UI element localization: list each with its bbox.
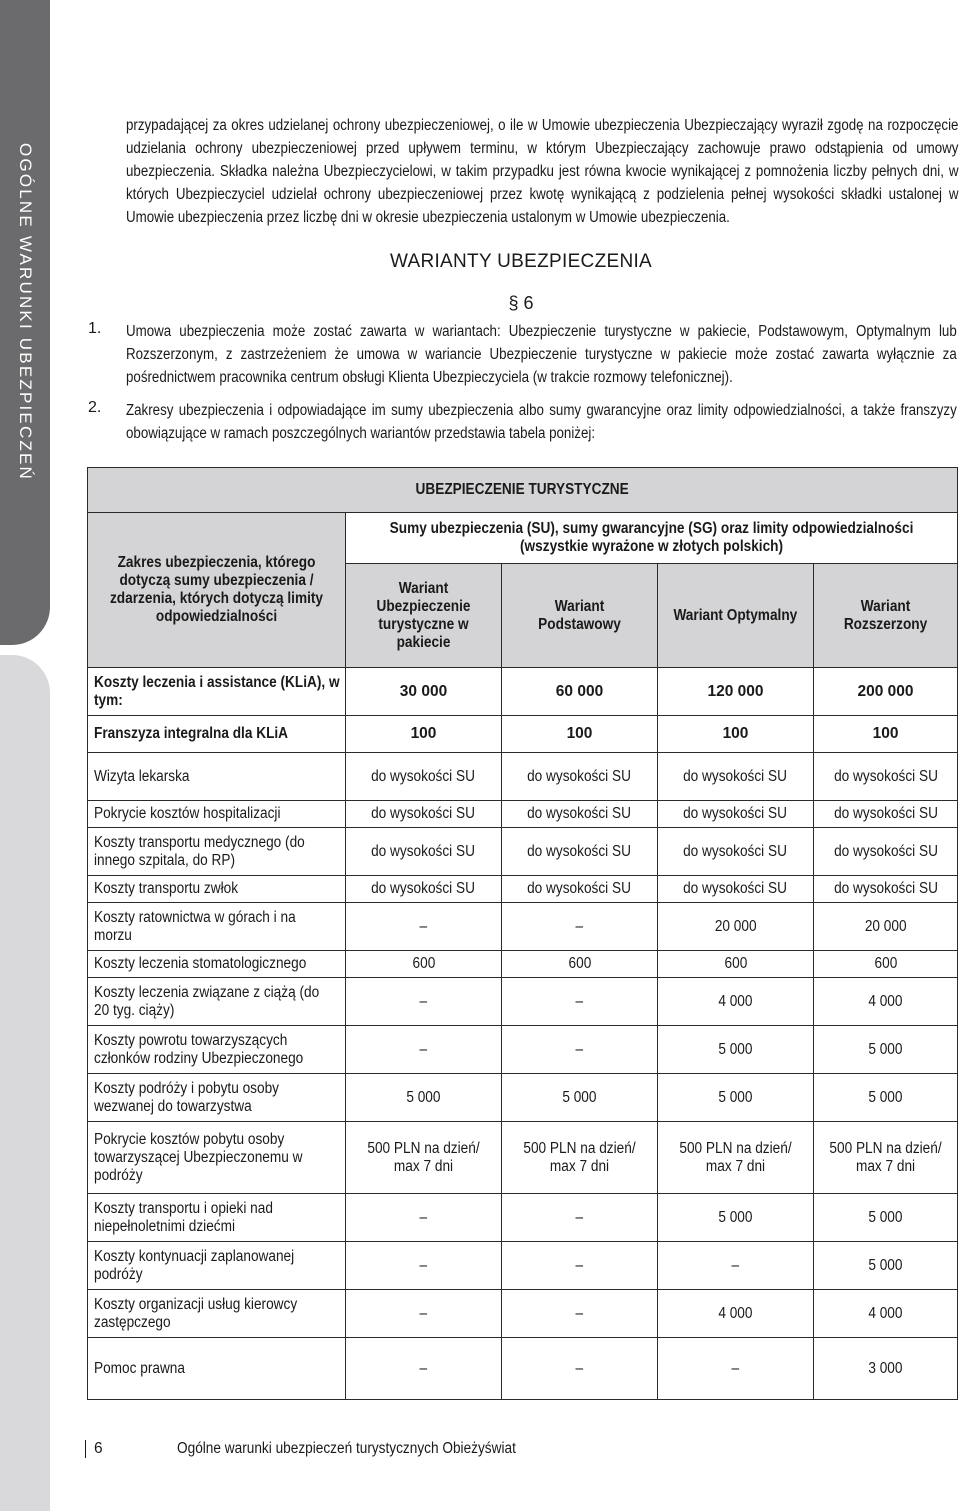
coverage-value: do wysokości SU	[502, 801, 658, 828]
coverage-value: 20 000	[814, 903, 958, 951]
franchise-label: Franszyza integralna dla KLiA	[88, 716, 346, 753]
coverage-value: –	[346, 978, 502, 1026]
table-title: UBEZPIECZENIE TURYSTYCZNE	[88, 468, 958, 513]
coverage-value: do wysokości SU	[346, 753, 502, 801]
coverage-value: do wysokości SU	[502, 753, 658, 801]
coverage-value: do wysokości SU	[658, 801, 814, 828]
coverage-value: –	[658, 1338, 814, 1400]
coverage-value: –	[346, 1194, 502, 1242]
coverage-value: –	[502, 1194, 658, 1242]
section-heading: WARIANTY UBEZPIECZENIA	[389, 251, 653, 272]
coverage-value: do wysokości SU	[346, 801, 502, 828]
list-item	[84, 320, 958, 389]
coverage-value: 4 000	[814, 1290, 958, 1338]
list-item-text: Umowa ubezpieczenia może zostać zawarta w wariantach: Ubezpieczenie turystyczne w pakiecie, Podstawowym, Optymalnym lub Rozszerzonym, z zastrzeżeniem że umowa w wariancie Ubezpieczenie turystyczne w pakiecie może zostać zawarta wyłącznie za pośrednictwem pracownika centrum obsługi Klienta Ubezpieczyciela (w trakcie rozmowy telefonicznej).	[126, 323, 957, 386]
table-row	[88, 951, 958, 978]
coverage-value: 20 000	[658, 903, 814, 951]
variant-header: Wariant Optymalny	[658, 564, 814, 668]
coverage-label: Pokrycie kosztów pobytu osoby towarzyszącej Ubezpieczonemu w podróży	[88, 1122, 346, 1194]
coverage-label: Koszty transportu medycznego (do innego szpitala, do RP)	[88, 828, 346, 876]
table-row	[88, 1074, 958, 1122]
coverage-value: –	[346, 1026, 502, 1074]
sums-header: Sumy ubezpieczenia (SU), sumy gwarancyjne (SG) oraz limity odpowiedzialności (wszystkie wyrażone w złotych polskich)	[346, 513, 958, 564]
coverage-value: 5 000	[658, 1194, 814, 1242]
table-row	[88, 801, 958, 828]
document-body	[84, 114, 958, 445]
coverage-value: do wysokości SU	[814, 801, 958, 828]
coverage-label: Wizyta lekarska	[88, 753, 346, 801]
variant-header: Wariant Podstawowy	[502, 564, 658, 668]
coverage-value: 5 000	[658, 1074, 814, 1122]
table-row	[88, 876, 958, 903]
coverage-value: 600	[658, 951, 814, 978]
coverage-value: do wysokości SU	[658, 876, 814, 903]
variant-header: Wariant Rozszerzony	[814, 564, 958, 668]
table-row	[88, 1026, 958, 1074]
coverage-value: do wysokości SU	[658, 753, 814, 801]
variant-header: Wariant Ubezpieczenie turystyczne w pakiecie	[346, 564, 502, 668]
coverage-label: Koszty powrotu towarzyszących członków rodziny Ubezpieczonego	[88, 1026, 346, 1074]
table-row	[88, 753, 958, 801]
coverage-value: –	[346, 1290, 502, 1338]
coverage-value: –	[502, 1242, 658, 1290]
table-row	[88, 1338, 958, 1400]
franchise-value: 100	[814, 716, 958, 753]
coverage-label: Koszty leczenia związane z ciążą (do 20 tyg. ciąży)	[88, 978, 346, 1026]
coverage-label: Koszty organizacji usług kierowcy zastępczego	[88, 1290, 346, 1338]
coverage-value: 5 000	[502, 1074, 658, 1122]
coverage-value: 600	[502, 951, 658, 978]
coverage-value: do wysokości SU	[814, 828, 958, 876]
list-item-number: 2.	[88, 399, 102, 416]
coverage-value: 5 000	[814, 1194, 958, 1242]
coverage-value: 500 PLN na dzień/ max 7 dni	[346, 1122, 502, 1194]
page-footer	[85, 1440, 516, 1458]
coverage-value: 500 PLN na dzień/ max 7 dni	[658, 1122, 814, 1194]
coverage-value: do wysokości SU	[502, 828, 658, 876]
coverage-value: –	[502, 1290, 658, 1338]
franchise-value: 100	[502, 716, 658, 753]
coverage-value: 4 000	[658, 1290, 814, 1338]
coverage-value: 4 000	[658, 978, 814, 1026]
coverage-table	[87, 467, 958, 1400]
coverage-value: do wysokości SU	[502, 876, 658, 903]
franchise-value: 100	[658, 716, 814, 753]
coverage-value: 5 000	[814, 1026, 958, 1074]
coverage-value: 600	[814, 951, 958, 978]
coverage-value: –	[346, 1338, 502, 1400]
table-row	[88, 1242, 958, 1290]
klia-value: 60 000	[502, 668, 658, 716]
coverage-value: 600	[346, 951, 502, 978]
coverage-label: Koszty kontynuacji zaplanowanej podróży	[88, 1242, 346, 1290]
table-row	[88, 978, 958, 1026]
coverage-label: Koszty transportu zwłok	[88, 876, 346, 903]
table-row	[88, 828, 958, 876]
list-item-number: 1.	[88, 320, 102, 337]
coverage-value: do wysokości SU	[814, 876, 958, 903]
coverage-value: –	[502, 1338, 658, 1400]
list-item-text: Zakresy ubezpieczenia i odpowiadające im sumy ubezpieczenia albo sumy gwarancyjne oraz limity odpowiedzialności, a także franszyzy obowiązujące w ramach poszczególnych wariantów przedstawia tabela poniżej:	[126, 402, 957, 442]
klia-label: Koszty leczenia i assistance (KLiA), w tym:	[88, 668, 346, 716]
coverage-value: 5 000	[346, 1074, 502, 1122]
side-section-label: OGÓLNE WARUNKI UBEZPIECZEŃ	[16, 142, 35, 482]
coverage-label: Koszty ratownictwa w górach i na morzu	[88, 903, 346, 951]
coverage-label: Pokrycie kosztów hospitalizacji	[88, 801, 346, 828]
klia-value: 200 000	[814, 668, 958, 716]
coverage-value: do wysokości SU	[814, 753, 958, 801]
table-row	[88, 1290, 958, 1338]
coverage-value: –	[502, 1026, 658, 1074]
section-number: § 6	[508, 293, 534, 313]
coverage-value: 5 000	[814, 1242, 958, 1290]
table-row	[88, 903, 958, 951]
coverage-label: Koszty leczenia stomatologicznego	[88, 951, 346, 978]
footer-divider	[85, 1440, 86, 1458]
coverage-label: Pomoc prawna	[88, 1338, 346, 1400]
footer-title: Ogólne warunki ubezpieczeń turystycznych Obieżyświat	[177, 1440, 516, 1457]
coverage-label: Koszty podróży i pobytu osoby wezwanej do towarzystwa	[88, 1074, 346, 1122]
coverage-value: –	[502, 978, 658, 1026]
coverage-value: 3 000	[814, 1338, 958, 1400]
coverage-value: 5 000	[814, 1074, 958, 1122]
table-row	[88, 1122, 958, 1194]
franchise-value: 100	[346, 716, 502, 753]
scope-header: Zakres ubezpieczenia, którego dotyczą sumy ubezpieczenia / zdarzenia, których dotyczą limity odpowiedzialności	[88, 513, 346, 668]
coverage-value: –	[346, 1242, 502, 1290]
list-item	[84, 399, 958, 445]
coverage-value: –	[346, 903, 502, 951]
coverage-value: do wysokości SU	[658, 828, 814, 876]
coverage-value: 500 PLN na dzień/ max 7 dni	[814, 1122, 958, 1194]
intro-paragraph: przypadającej za okres udzielanej ochrony ubezpieczeniowej, o ile w Umowie ubezpieczenia Ubezpieczający wyraził zgodę na rozpoczęcie udzielania ochrony ubezpieczeniowej przed upływem terminu, w którym Ubezpieczający zachowuje prawo odstąpienia od umowy ubezpieczenia. Składka należna Ubezpieczycielowi, w takim przypadku jest równa kwocie wynikającej z pomnożenia liczby pełnych dni, w których Ubezpieczyciel udzielał ochrony ubezpieczeniowej przez kwotę wynikającą z podzielenia pełnej wysokości składki ustalonej w Umowie ubezpieczenia przez liczbę dni w okresie ubezpieczenia ustalonym w Umowie ubezpieczenia.	[126, 117, 959, 226]
coverage-value: 5 000	[658, 1026, 814, 1074]
coverage-value: do wysokości SU	[346, 876, 502, 903]
coverage-value: 4 000	[814, 978, 958, 1026]
coverage-label: Koszty transportu i opieki nad niepełnoletnimi dziećmi	[88, 1194, 346, 1242]
side-tab-lower	[0, 655, 50, 1511]
klia-value: 30 000	[346, 668, 502, 716]
klia-value: 120 000	[658, 668, 814, 716]
coverage-value: –	[502, 903, 658, 951]
coverage-value: –	[658, 1242, 814, 1290]
coverage-value: do wysokości SU	[346, 828, 502, 876]
page-number: 6	[94, 1440, 103, 1458]
table-row	[88, 1194, 958, 1242]
coverage-value: 500 PLN na dzień/ max 7 dni	[502, 1122, 658, 1194]
